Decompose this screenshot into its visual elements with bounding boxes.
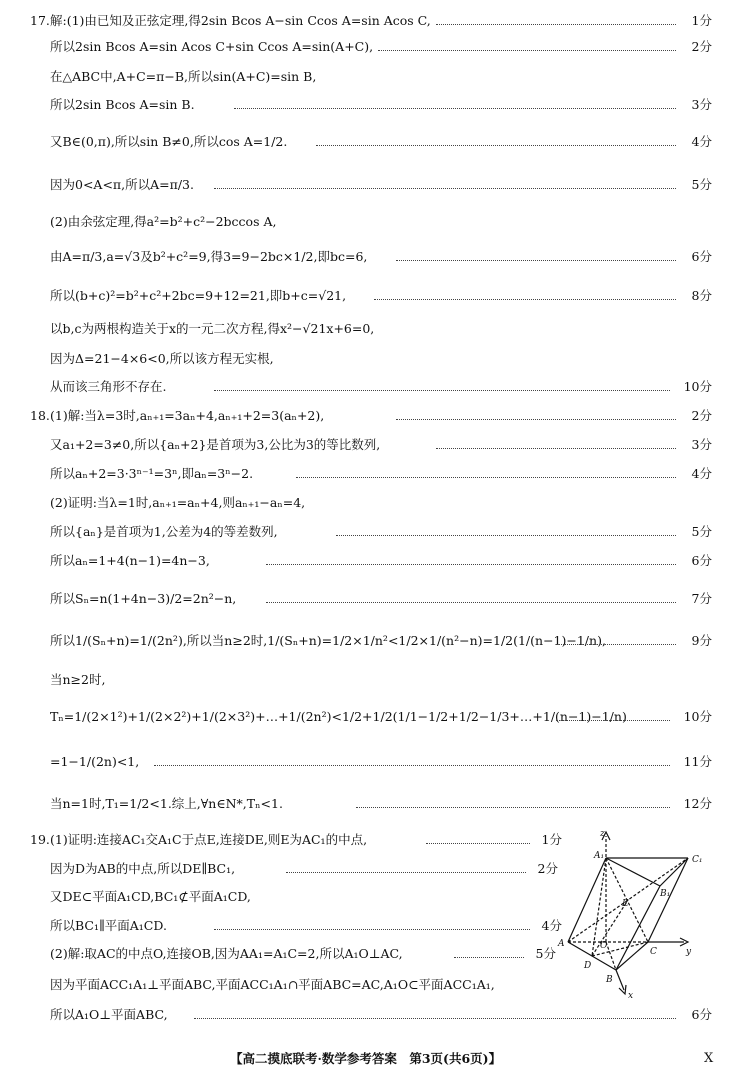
figure-label: C xyxy=(650,947,657,957)
edge-a1-b1 xyxy=(606,858,660,886)
footer-text: 【高二摸底联考·数学参考答案 第3页(共6页)】 xyxy=(230,1051,502,1066)
line-text: Tₙ=1/(2×1²)+1/(2×2²)+1/(2×3²)+…+1/(2n²)<1/2+1/2(1/1−1/2+1/2−1/3+…+1/(n−1)−1/n) xyxy=(50,709,627,724)
figure-label: C₁ xyxy=(692,855,703,865)
score-mark: 2分 xyxy=(537,861,558,876)
score-mark: 5分 xyxy=(691,524,712,539)
figure-label: B xyxy=(606,975,613,985)
line-21 xyxy=(0,669,739,691)
question-number: 17. xyxy=(30,13,50,28)
line-13 xyxy=(0,405,739,427)
line-text: =1−1/(2n)<1, xyxy=(50,754,140,769)
question-number: 19. xyxy=(30,832,50,847)
score-mark: 11分 xyxy=(683,754,712,769)
score-mark: 10分 xyxy=(683,709,712,724)
leader-dots xyxy=(336,535,676,536)
leader-dots xyxy=(454,957,524,958)
leader-dots xyxy=(214,188,676,189)
line-17 xyxy=(0,521,739,543)
line-o-b xyxy=(606,942,616,970)
edge-c-c1 xyxy=(648,858,688,942)
line-22 xyxy=(0,706,739,728)
line-text: 因为平面ACC₁A₁⊥平面ABC,平面ACC₁A₁∩平面ABC=AC,A₁O⊂平面ACC₁A₁, xyxy=(50,977,495,992)
score-mark: 6分 xyxy=(691,1007,712,1022)
leader-dots xyxy=(266,602,676,603)
edge-b1-c1 xyxy=(660,858,688,886)
leader-dots xyxy=(214,929,530,930)
line-text: 所以2sin Bcos A=sin B. xyxy=(50,97,195,112)
line-20 xyxy=(0,630,739,652)
line-text: 从而该三角形不存在. xyxy=(50,379,167,394)
score-mark: 4分 xyxy=(541,918,562,933)
leader-dots xyxy=(296,477,676,478)
leader-dots xyxy=(374,299,676,300)
line-14 xyxy=(0,434,739,456)
line-18 xyxy=(0,550,739,572)
line-16 xyxy=(0,492,739,514)
leader-dots xyxy=(266,564,676,565)
prism-figure xyxy=(556,822,706,1000)
score-mark: 5分 xyxy=(691,177,712,192)
leader-dots xyxy=(316,145,676,146)
line-text: 所以2sin Bcos A=sin Acos C+sin Ccos A=sin(A+C), xyxy=(50,39,374,54)
figure-label: x xyxy=(628,991,634,1001)
question-number: 18. xyxy=(30,408,50,423)
line-text: 因为Δ=21−4×6<0,所以该方程无实根, xyxy=(50,351,274,366)
score-mark: 4分 xyxy=(691,134,712,149)
line-text: 所以BC₁∥平面A₁CD. xyxy=(50,918,167,933)
page-footer xyxy=(0,1048,739,1070)
line-11 xyxy=(0,348,739,370)
leader-dots xyxy=(154,765,670,766)
line-text: 以b,c为两根构造关于x的一元二次方程,得x²−√21x+6=0, xyxy=(50,321,375,336)
line-text: 所以aₙ+2=3·3ⁿ⁻¹=3ⁿ,即aₙ=3ⁿ−2. xyxy=(50,466,254,481)
score-mark: 9分 xyxy=(691,633,712,648)
score-mark: 1分 xyxy=(691,13,712,28)
leader-dots xyxy=(286,872,526,873)
x-axis xyxy=(616,970,624,990)
line-text: 在△ABC中,A+C=π−B,所以sin(A+C)=sin B, xyxy=(50,69,317,84)
score-mark: 1分 xyxy=(541,832,562,847)
line-text: 所以(b+c)²=b²+c²+2bc=9+12=21,即b+c=√21, xyxy=(50,288,347,303)
line-text: 由A=π/3,a=√3及b²+c²=9,得3=9−2bc×1/2,即bc=6, xyxy=(50,249,368,264)
line-7 xyxy=(0,211,739,233)
line-text: 因为D为AB的中点,所以DE∥BC₁, xyxy=(50,861,236,876)
line-text: 又DE⊂平面A₁CD,BC₁⊄平面A₁CD, xyxy=(50,889,251,904)
line-24 xyxy=(0,793,739,815)
line-text: (2)解:取AC的中点O,连接OB,因为AA₁=A₁C=2,所以A₁O⊥AC, xyxy=(50,946,403,961)
figure-label: E xyxy=(622,899,629,909)
line-31 xyxy=(0,1004,739,1026)
line-text: 所以{aₙ}是首项为1,公差为4的等差数列, xyxy=(50,524,278,539)
line-2 xyxy=(0,36,739,58)
leader-dots xyxy=(436,24,676,25)
score-mark: 2分 xyxy=(691,408,712,423)
line-1 xyxy=(0,10,739,32)
figure-label: y xyxy=(686,947,692,957)
line-19 xyxy=(0,588,739,610)
line-text: 所以aₙ=1+4(n−1)=4n−3, xyxy=(50,553,210,568)
score-mark: 2分 xyxy=(691,39,712,54)
footer-mark: X xyxy=(704,1051,714,1066)
line-text: 又a₁+2=3≠0,所以{aₙ+2}是首项为3,公比为3的等比数列, xyxy=(50,437,381,452)
leader-dots xyxy=(234,108,676,109)
line-text: (2)证明:当λ=1时,aₙ₊₁=aₙ+4,则aₙ₊₁−aₙ=4, xyxy=(50,495,306,510)
leader-dots xyxy=(194,1018,676,1019)
score-mark: 12分 xyxy=(683,796,712,811)
figure-label: A xyxy=(558,939,565,949)
figure-label: z xyxy=(600,829,605,839)
line-12 xyxy=(0,376,739,398)
line-6 xyxy=(0,174,739,196)
line-text: 解:(1)由已知及正弦定理,得2sin Bcos A−sin Ccos A=sin Acos C, xyxy=(50,13,431,28)
leader-dots xyxy=(214,390,670,391)
score-mark: 5分 xyxy=(535,946,556,961)
line-9 xyxy=(0,285,739,307)
leader-dots xyxy=(356,807,670,808)
line-5 xyxy=(0,131,739,153)
line-8 xyxy=(0,246,739,268)
leader-dots xyxy=(396,419,676,420)
leader-dots xyxy=(436,448,676,449)
line-text: 当n=1时,T₁=1/2<1.综上,∀n∈N*,Tₙ<1. xyxy=(50,796,283,811)
score-mark: 3分 xyxy=(691,97,712,112)
leader-dots xyxy=(556,720,670,721)
line-text: (1)证明:连接AC₁交A₁C于点E,连接DE,则E为AC₁的中点, xyxy=(50,832,368,847)
line-10 xyxy=(0,318,739,340)
line-3 xyxy=(0,66,739,88)
score-mark: 6分 xyxy=(691,553,712,568)
figure-label: D xyxy=(584,961,592,971)
leader-dots xyxy=(426,843,530,844)
line-text: 所以A₁O⊥平面ABC, xyxy=(50,1007,168,1022)
line-text: 所以1/(Sₙ+n)=1/(2n²),所以当n≥2时,1/(Sₙ+n)=1/2×1/n²<1/2×1/(n²−n)=1/2(1/(n−1)−1/n), xyxy=(50,633,606,648)
figure-label: A₁ xyxy=(594,851,605,861)
score-mark: 7分 xyxy=(691,591,712,606)
leader-dots xyxy=(378,50,676,51)
line-text: (2)由余弦定理,得a²=b²+c²−2bccos A, xyxy=(50,214,277,229)
score-mark: 10分 xyxy=(683,379,712,394)
line-15 xyxy=(0,463,739,485)
score-mark: 3分 xyxy=(691,437,712,452)
score-mark: 6分 xyxy=(691,249,712,264)
score-mark: 8分 xyxy=(691,288,712,303)
line-text: 因为0<A<π,所以A=π/3. xyxy=(50,177,194,192)
leader-dots xyxy=(396,260,676,261)
line-23 xyxy=(0,751,739,773)
score-mark: 4分 xyxy=(691,466,712,481)
line-text: 当n≥2时, xyxy=(50,672,106,687)
line-text: 又B∈(0,π),所以sin B≠0,所以cos A=1/2. xyxy=(50,134,288,149)
figure-label: O xyxy=(600,941,608,951)
line-text: (1)解:当λ=3时,aₙ₊₁=3aₙ+4,aₙ₊₁+2=3(aₙ+2), xyxy=(50,408,325,423)
leader-dots xyxy=(556,644,676,645)
line-text: 所以Sₙ=n(1+4n−3)/2=2n²−n, xyxy=(50,591,237,606)
line-4 xyxy=(0,94,739,116)
figure-label: B₁ xyxy=(660,889,671,899)
